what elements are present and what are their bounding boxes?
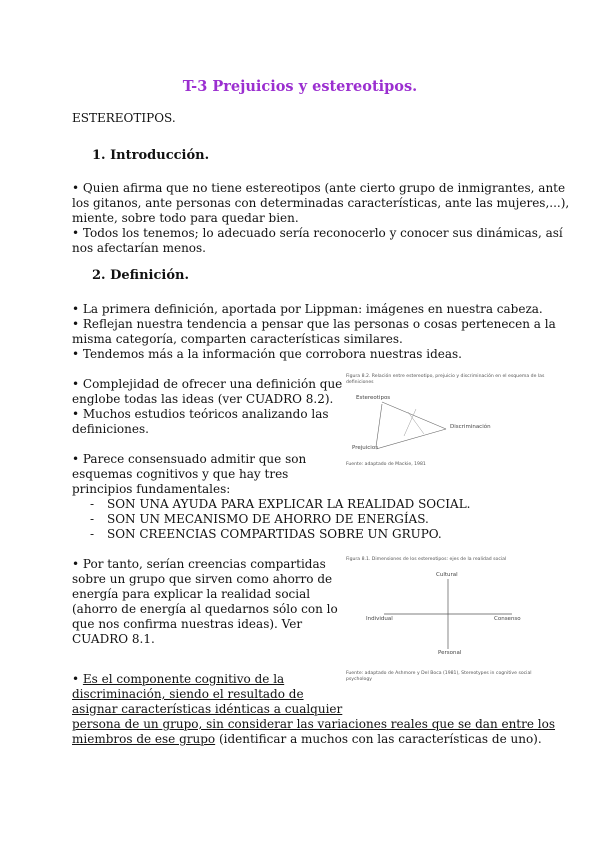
portanto-line-6: CUADRO 8.1. <box>72 632 155 646</box>
def-line-4: • Tendemos más a la información que corrobora nuestras ideas. <box>72 347 462 361</box>
figure-8-2-source: Fuente: adaptado de Mackie, 1981 <box>346 462 426 467</box>
figure-8-2-label-estereotipos: Estereotipos <box>356 395 391 401</box>
figure-8-2 <box>346 374 556 470</box>
def-line-3: misma categoría, comparten características similares. <box>72 332 403 346</box>
complex-line-1: • Complejidad de ofrecer una definición que <box>72 377 343 391</box>
intro-line-3: miente, sobre todo para quedar bien. <box>72 211 299 225</box>
intro-line-2: los gitanos, ante personas con determinadas características, ante las mujeres,...), <box>72 196 570 210</box>
componente-line-1: • Es el componente cognitivo de la <box>72 672 285 686</box>
portanto-line-4: (ahorro de energía al quedarnos sólo con lo <box>72 602 338 616</box>
portanto-line-2: sobre un grupo que sirven como ahorro de <box>72 572 333 586</box>
figure-8-1-label-cultural: Cultural <box>436 572 458 578</box>
componente-underlined-1: Es el componente cognitivo de la <box>82 672 285 686</box>
principio-2: SON UN MECANISMO DE AHORRO DE ENERGÍAS. <box>107 512 429 526</box>
intro-line-4: • Todos los tenemos; lo adecuado sería reconocerlo y conocer sus dinámicas, así <box>72 226 563 240</box>
principio-dash-1: - <box>90 497 95 511</box>
figure-8-1 <box>346 557 562 693</box>
principio-dash-3: - <box>90 527 95 541</box>
componente-line-4: persona de un grupo, sin considerar las variaciones reales que se dan entre los <box>72 717 556 731</box>
principio-dash-2: - <box>90 512 95 526</box>
portanto-line-1: • Por tanto, serían creencias compartidas <box>72 557 326 571</box>
intro-line-1: • Quien afirma que no tiene estereotipos (ante cierto grupo de inmigrantes, ante <box>72 181 566 195</box>
complex-line-4: definiciones. <box>72 422 149 436</box>
figure-8-1-label-individual: Individual <box>366 616 393 622</box>
portanto-line-3: energía para explicar la realidad social <box>72 587 311 601</box>
componente-line-5 <box>72 732 542 747</box>
componente-line-2: discriminación, siendo el resultado de <box>72 687 304 701</box>
def-line-1: • La primera definición, aportada por Lippman: imágenes en nuestra cabeza. <box>72 302 543 316</box>
figure-8-1-label-consenso: Consenso <box>494 616 521 622</box>
portanto-line-5: que nos confirma nuestras ideas). Ver <box>72 617 303 631</box>
heading-definicion: 2. Definición. <box>92 268 189 283</box>
parece-line-3: principios fundamentales: <box>72 482 231 496</box>
principio-3: SON CREENCIAS COMPARTIDAS SOBRE UN GRUPO. <box>107 527 442 541</box>
page-title: T-3 Prejuicios y estereotipos. <box>182 78 418 95</box>
componente-rest-5: (identificar a muchos con las características de uno). <box>215 732 542 746</box>
complex-line-3: • Muchos estudios teóricos analizando las <box>72 407 329 421</box>
parece-line-1: • Parece consensuado admitir que son <box>72 452 307 466</box>
section-label: ESTEREOTIPOS. <box>72 111 176 125</box>
figure-8-2-caption: Figura 8.2. Relación entre estereotipo, prejuicio y discriminación en el esquema de las definiciones <box>346 374 545 385</box>
figure-8-1-source: Fuente: adaptado de Ashmore y Del Boca (1981), Stereotypes in cognitive social psychology <box>346 671 532 682</box>
principio-1: SON UNA AYUDA PARA EXPLICAR LA REALIDAD SOCIAL. <box>107 497 471 511</box>
figure-8-2-diagram <box>346 374 556 470</box>
figure-8-2-label-prejuicios: Prejuicios <box>352 445 379 451</box>
componente-underlined-5: miembros de ese grupo <box>72 732 216 746</box>
figure-8-1-caption: Figura 8.1. Dimensiones de los estereotipos: ejes de la realidad social <box>346 557 507 562</box>
componente-line-3: asignar características idénticas a cualquier <box>72 702 343 716</box>
def-line-2: • Reflejan nuestra tendencia a pensar que las personas o cosas pertenecen a la <box>72 317 556 331</box>
figure-8-2-label-discriminacion: Discriminación <box>450 424 491 430</box>
complex-line-2: englobe todas las ideas (ver CUADRO 8.2). <box>72 392 334 406</box>
heading-introduccion: 1. Introducción. <box>92 148 210 163</box>
intro-line-5: nos afectarían menos. <box>72 241 206 255</box>
figure-8-1-label-personal: Personal <box>438 650 462 656</box>
parece-line-2: esquemas cognitivos y que hay tres <box>72 467 289 481</box>
